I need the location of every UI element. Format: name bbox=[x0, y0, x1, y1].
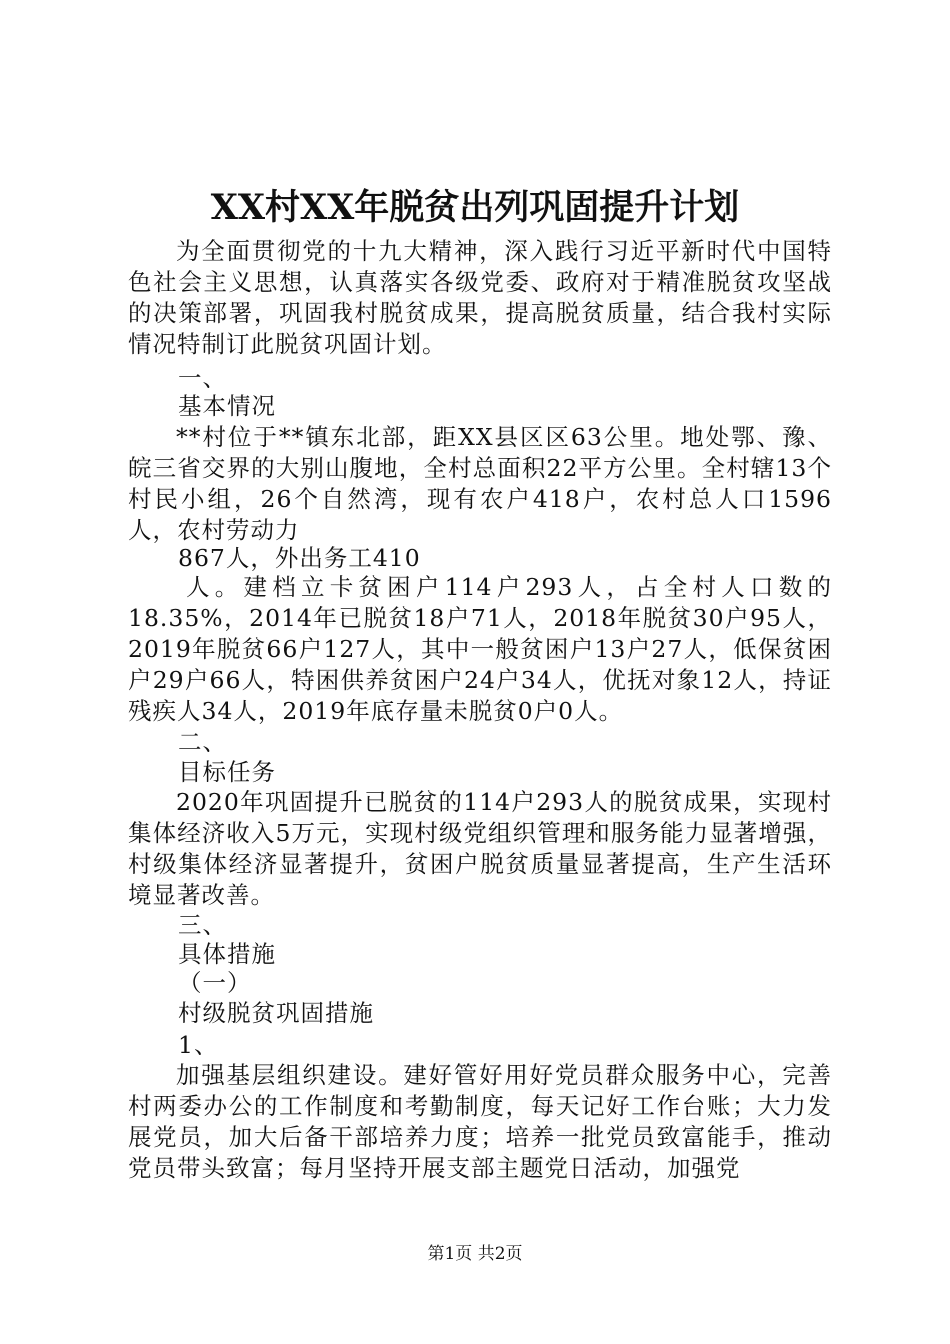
section-3-title: 具体措施 bbox=[178, 940, 276, 968]
section-2-paragraph: 2020年巩固提升已脱贫的114户293人的脱贫成果，实现村集体经济收入5万元，实现村级党组织管理和服务能力显著增强，村级集体经济显著提升，贫困户脱贫质量显著提高，生产生活环境显著改善。 bbox=[128, 788, 832, 909]
section-1-paragraph-1: **村位于**镇东北部，距XX县区区63公里。地处鄂、豫、皖三省交界的大别山腹地，全村总面积22平方公里。全村辖13个村民小组，26个自然湾，现有农户418户，农村总人口1596人，农村劳动力 bbox=[128, 423, 832, 544]
section-3-number: 三、 bbox=[178, 911, 227, 939]
section-1-title: 基本情况 bbox=[178, 392, 276, 420]
section-2-title: 目标任务 bbox=[178, 758, 276, 786]
page-footer: 第1页 共2页 bbox=[427, 1244, 523, 1264]
item-1-paragraph: 加强基层组织建设。建好管好用好党员群众服务中心，完善村两委办公的工作制度和考勤制度，每天记好工作台账；大力发展党员，加大后备干部培养力度；培养一批党员致富能手，推动党员带头致富；每月坚持开展支部主题党日活动，加强党 bbox=[128, 1061, 832, 1182]
section-2-number: 二、 bbox=[178, 728, 227, 756]
section-1-paragraph-3: 人。建档立卡贫困户114户293人，占全村人口数的18.35%，2014年已脱贫18户71人，2018年脱贫30户95人，2019年脱贫66户127人，其中一般贫困户13户27人，低保贫困户29户66人，特困供养贫困户24户34人，优抚对象12人，持证残疾人34人，2019年底存量未脱贫0户0人。 bbox=[128, 573, 832, 725]
document-title: XX村XX年脱贫出列巩固提升计划 bbox=[210, 187, 740, 228]
section-3-sub-title: 村级脱贫巩固措施 bbox=[178, 999, 374, 1027]
section-1-number: 一、 bbox=[178, 364, 227, 392]
item-1-number: 1、 bbox=[178, 1031, 219, 1059]
intro-paragraph: 为全面贯彻党的十九大精神，深入践行习近平新时代中国特色社会主义思想，认真落实各级党委、政府对于精准脱贫攻坚战的决策部署，巩固我村脱贫成果，提高脱贫质量，结合我村实际情况特制订此脱贫巩固计划。 bbox=[128, 237, 832, 358]
section-3-sub-number: （一） bbox=[178, 969, 252, 997]
section-1-paragraph-2: 867人，外出务工410 bbox=[178, 544, 421, 572]
